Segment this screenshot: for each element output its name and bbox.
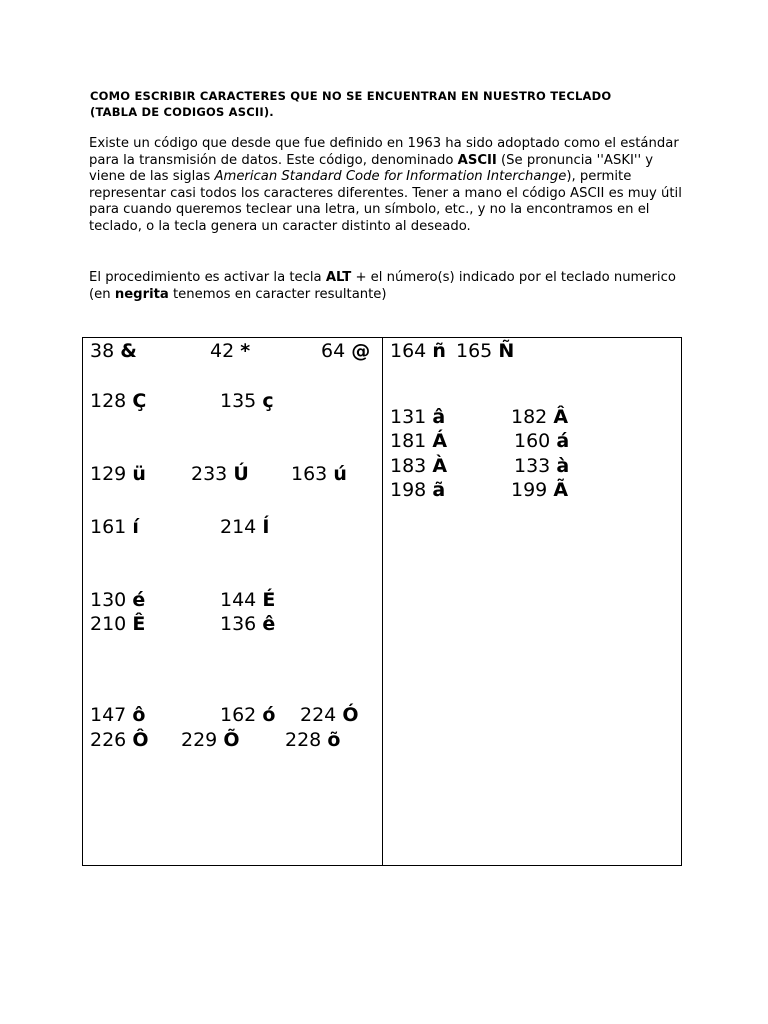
entry-code: 161 [90,516,127,538]
entry-code: 164 [390,340,427,362]
column-divider [382,338,383,865]
entry-char: ê [262,613,276,635]
ascii-entry [390,405,445,429]
entry-char: Ç [132,390,147,412]
entry-code: 214 [220,516,257,538]
entry-char: ç [262,390,274,412]
entry-code: 135 [220,390,257,412]
procedure-text-c: tenemos en caracter resultante) [168,286,387,302]
ascii-entry [390,339,446,363]
entry-char: ã [432,479,446,501]
ascii-entry [90,462,146,486]
procedure-paragraph [89,270,689,303]
heading-line-1: COMO ESCRIBIR CARACTERES QUE NO SE ENCUENTRAN EN NUESTRO TECLADO [90,89,612,103]
entry-char: í [132,516,139,538]
intro-ascii-bold: ASCII [457,152,497,168]
entry-code: 160 [514,430,551,452]
ascii-entry [220,703,275,727]
ascii-table [82,337,682,866]
entry-char: Ó [342,704,359,726]
entry-code: 129 [90,463,127,485]
ascii-entry [511,478,568,502]
heading-line-2: (TABLA DE CODIGOS ASCII). [90,105,274,119]
entry-code: 181 [390,430,427,452]
intro-text-b: (Se pronuncia ''ASKI'' y viene de las siglas [89,152,654,184]
document-heading [90,88,690,120]
ascii-entry [220,389,274,413]
procedure-text-b: + el número(s) indicado por el teclado numerico (en [89,270,676,302]
ascii-entry [390,478,445,502]
ascii-entry [90,728,148,752]
entry-code: 198 [390,479,427,501]
entry-code: 131 [390,406,427,428]
ascii-entry [390,454,447,478]
entry-code: 229 [181,729,218,751]
procedure-alt-bold: ALT [325,270,352,285]
ascii-entry [511,405,568,429]
intro-paragraph [89,136,689,235]
entry-char: É [262,589,276,611]
entry-code: 226 [90,729,127,751]
entry-code: 163 [291,463,328,485]
entry-code: 165 [456,340,493,362]
entry-char: ú [333,463,347,485]
entry-char: Õ [223,729,240,751]
entry-char: ü [132,463,146,485]
entry-char: Ô [132,729,149,751]
ascii-entry [90,612,145,636]
entry-char: Ñ [498,340,515,362]
entry-char: Á [432,430,448,452]
ascii-entry [291,462,347,486]
ascii-entry [300,703,358,727]
entry-char: & [120,340,137,362]
entry-code: 130 [90,589,127,611]
ascii-entry [90,588,145,612]
entry-char: á [556,430,570,452]
entry-char: ó [262,704,276,726]
entry-char: * [240,340,251,362]
entry-char: À [432,455,448,477]
entry-char: @ [351,340,371,362]
ascii-entry [456,339,514,363]
entry-code: 224 [300,704,337,726]
entry-char: õ [327,729,341,751]
entry-char: Â [553,406,569,428]
entry-code: 128 [90,390,127,412]
ascii-entry [90,389,146,413]
ascii-entry [220,612,275,636]
entry-char: ñ [432,340,446,362]
intro-italic-name: American Standard Code for Information Interchange [214,169,567,184]
entry-code: 133 [514,455,551,477]
ascii-entry [390,429,447,453]
entry-code: 183 [390,455,427,477]
entry-char: Ã [553,479,569,501]
entry-code: 38 [90,340,115,362]
ascii-entry [285,728,340,752]
entry-char: é [132,589,146,611]
intro-text-a: Existe un código que desde que fue definido en 1963 ha sido adoptado como el estándar para la transmisión de datos. Este código, denominado [89,136,679,168]
ascii-entry [181,728,239,752]
procedure-negrita-bold: negrita [114,286,169,302]
ascii-entry [210,339,250,363]
ascii-entry [514,454,569,478]
ascii-entry [220,515,269,539]
ascii-entry [191,462,249,486]
entry-code: 182 [511,406,548,428]
entry-code: 210 [90,613,127,635]
intro-text-c: ), permite representar casi todos los caracteres diferentes. Tener a mano el código ASCII es muy útil para cuando queremos teclear una letra, un símbolo, etc., y no la encontramos en el teclado, o la tecla genera un caracter distinto al deseado. [89,169,682,234]
entry-code: 228 [285,729,322,751]
procedure-text-a: El procedimiento es activar la tecla [89,270,326,285]
ascii-entry [514,429,569,453]
ascii-entry [220,588,275,612]
entry-char: â [432,406,446,428]
entry-char: Ê [132,613,146,635]
entry-char: Ú [233,463,249,485]
entry-code: 147 [90,704,127,726]
ascii-entry [90,339,137,363]
entry-code: 136 [220,613,257,635]
entry-code: 42 [210,340,235,362]
entry-code: 233 [191,463,228,485]
ascii-entry [90,515,139,539]
entry-code: 64 [321,340,346,362]
entry-char: ô [132,704,146,726]
ascii-entry [90,703,145,727]
ascii-entry [321,339,370,363]
entry-code: 144 [220,589,257,611]
entry-code: 199 [511,479,548,501]
entry-code: 162 [220,704,257,726]
entry-char: Í [262,516,270,538]
entry-char: à [556,455,570,477]
